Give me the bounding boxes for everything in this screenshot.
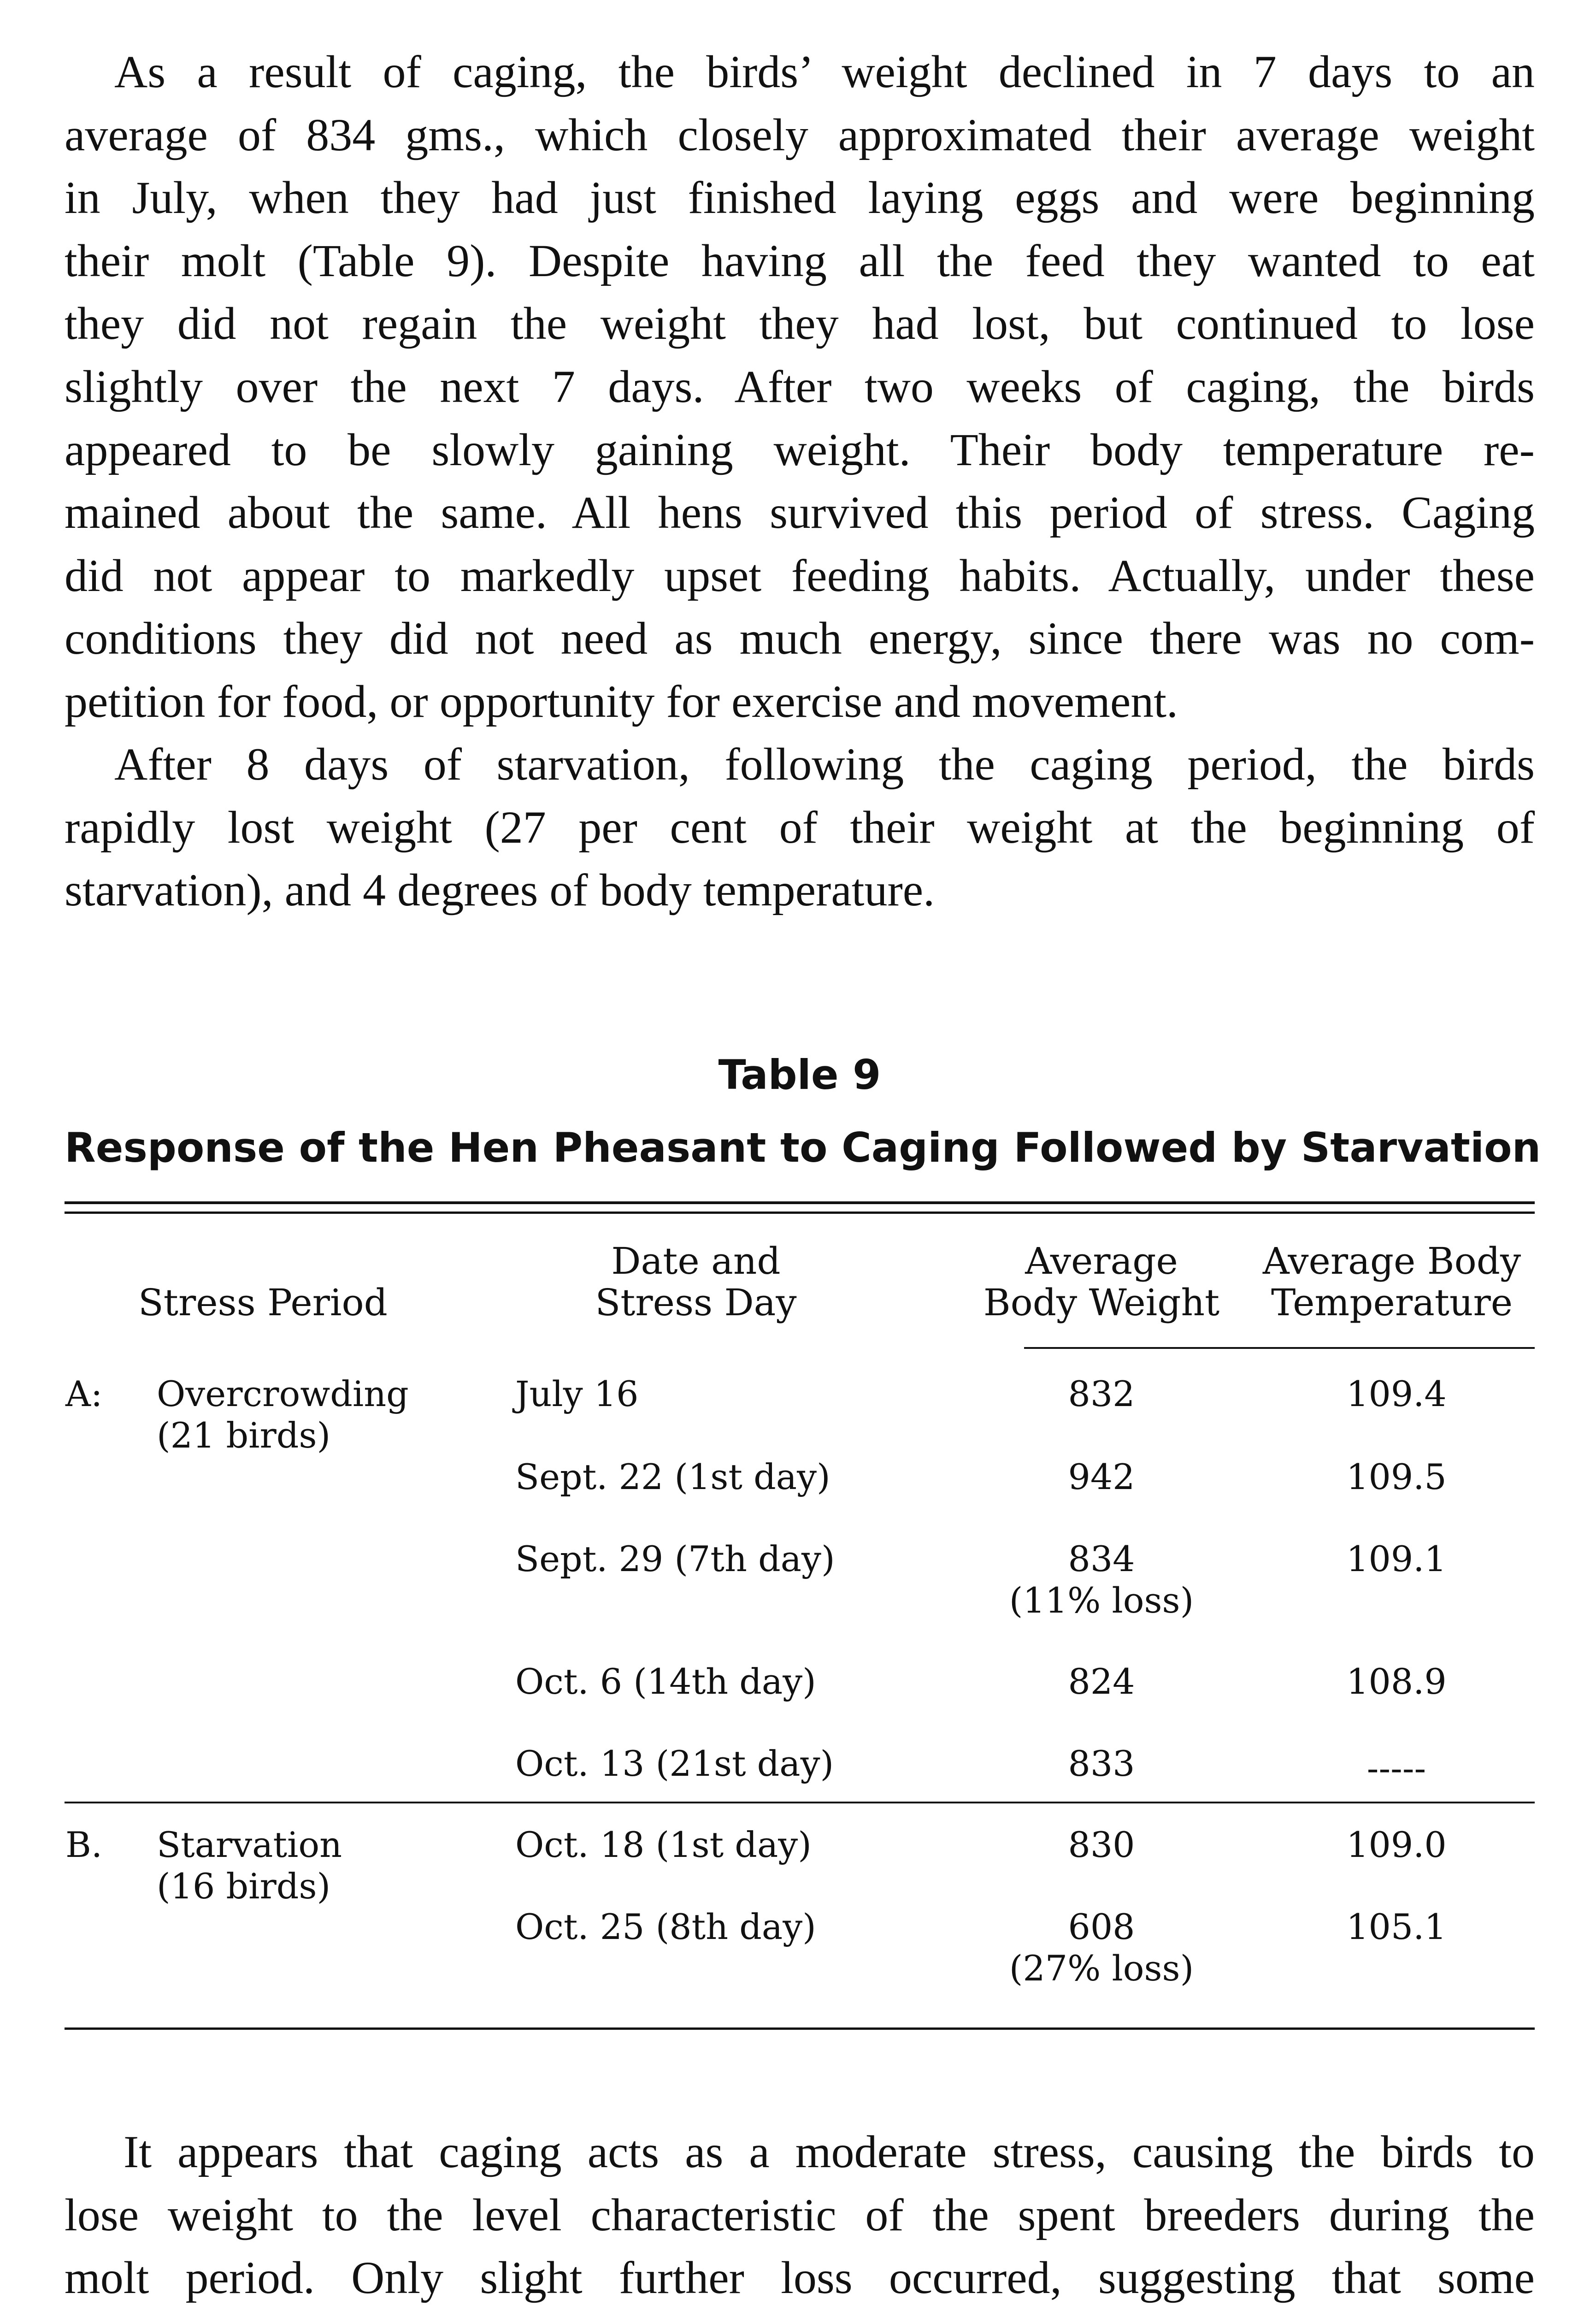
text-line: their molt (Table 9). Despite having all the feed they wanted to eat	[65, 235, 1535, 286]
row-a1-temp: 109.4	[1346, 1373, 1447, 1414]
text-line: molt period. Only slight further loss occurred, suggesting that some	[65, 2252, 1535, 2304]
table-top-rule-2	[65, 1212, 1535, 1214]
row-a4-temp: 108.9	[1346, 1661, 1447, 1702]
text-line: conditions they did not need as much energy, since there was no com-	[65, 613, 1535, 664]
text-line: in July, when they had just finished laying eggs and were beginning	[65, 172, 1535, 224]
group-b-count: (16 birds)	[157, 1866, 331, 1907]
header-rule	[1024, 1347, 1535, 1349]
row-b1-weight: 830	[1068, 1824, 1135, 1865]
row-a2-weight: 942	[1068, 1456, 1135, 1497]
text-line: average of 834 gms., which closely approximated their average weight	[65, 109, 1535, 160]
row-b1-temp: 109.0	[1346, 1824, 1447, 1865]
header-temp-line2: Temperature	[1271, 1281, 1513, 1324]
row-a3-weight-note: (11% loss)	[1009, 1580, 1194, 1621]
table-bottom-rule	[65, 2027, 1535, 2030]
row-a1-weight: 832	[1068, 1373, 1135, 1414]
header-weight-line1: Average	[1025, 1240, 1178, 1283]
row-a3-weight: 834	[1068, 1538, 1135, 1579]
text-line: starvation), and 4 degrees of body temperature.	[65, 864, 935, 916]
paragraph-3	[65, 2121, 1535, 2305]
text-line: did not appear to markedly upset feeding habits. Actually, under these	[65, 550, 1535, 601]
row-a4-weight: 824	[1068, 1661, 1135, 1702]
table-top-rule	[65, 1201, 1535, 1204]
paragraph-2	[65, 733, 1535, 922]
group-separator-rule	[65, 1802, 1535, 1803]
text-line: rapidly lost weight (27 per cent of their weight at the beginning of	[65, 801, 1535, 853]
group-a-count: (21 birds)	[157, 1415, 331, 1456]
row-a5-temp: -----	[1366, 1748, 1426, 1789]
row-b1-date: Oct. 18 (1st day)	[515, 1824, 812, 1865]
text-line: they did not regain the weight they had lost, but continued to lose	[65, 298, 1535, 349]
row-a3-temp: 109.1	[1346, 1538, 1447, 1579]
text-line: lose weight to the level characteristic of the spent breeders during the	[65, 2189, 1535, 2240]
row-a5-date: Oct. 13 (21st day)	[515, 1743, 834, 1784]
header-weight-line2: Body Weight	[983, 1281, 1220, 1324]
row-b2-temp: 105.1	[1346, 1906, 1447, 1947]
row-a4-date: Oct. 6 (14th day)	[515, 1661, 816, 1702]
text-line: As a result of caging, the birds’ weight declined in 7 days to an	[114, 46, 1535, 97]
row-a2-date: Sept. 22 (1st day)	[515, 1456, 830, 1497]
group-b-name: Starvation	[157, 1824, 342, 1865]
text-line: mained about the same. All hens survived this period of stress. Caging	[65, 487, 1535, 538]
text-line: slightly over the next 7 days. After two weeks of caging, the birds	[65, 361, 1535, 412]
row-a2-temp: 109.5	[1346, 1456, 1447, 1497]
header-date-line1: Date and	[611, 1240, 781, 1283]
row-a3-date: Sept. 29 (7th day)	[515, 1538, 835, 1579]
text-line: After 8 days of starvation, following the caging period, the birds	[114, 739, 1535, 790]
row-a1-date: July 16	[515, 1373, 639, 1414]
group-a-name: Overcrowding	[157, 1373, 409, 1414]
header-stress-period: Stress Period	[138, 1281, 388, 1324]
group-b-letter: B.	[65, 1824, 103, 1865]
text-line: petition for food, or opportunity for exercise and movement.	[65, 675, 1178, 727]
row-b2-weight: 608	[1068, 1906, 1135, 1947]
table-caption: Response of the Hen Pheasant to Caging Followed by Starvation	[65, 1124, 1541, 1171]
row-a5-weight: 833	[1068, 1743, 1135, 1784]
row-b2-weight-note: (27% loss)	[1009, 1948, 1194, 1989]
row-b2-date: Oct. 25 (8th day)	[515, 1906, 816, 1947]
text-line: It appears that caging acts as a moderate stress, causing the birds to	[124, 2126, 1535, 2177]
paragraph-1	[65, 41, 1535, 733]
text-line: appeared to be slowly gaining weight. Their body temperature re-	[65, 424, 1535, 475]
table-label: Table 9	[718, 1051, 881, 1099]
group-a-letter: A:	[65, 1373, 103, 1414]
header-date-line2: Stress Day	[595, 1281, 797, 1324]
header-temp-line1: Average Body	[1262, 1240, 1521, 1283]
